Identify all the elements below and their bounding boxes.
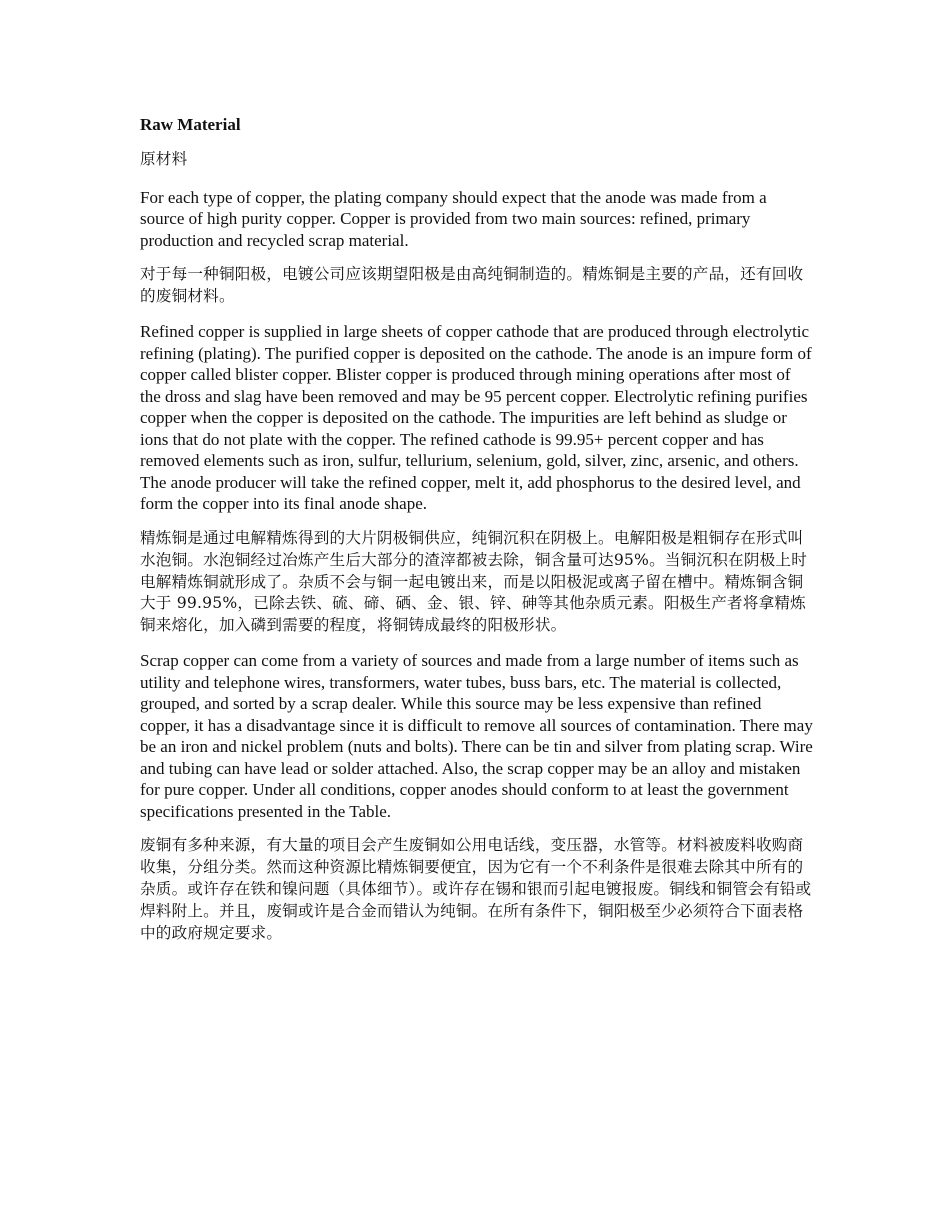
document-title-zh: 原材料 [140, 150, 188, 168]
paragraph-intro-zh: 对于每一种铜阳极，电镀公司应该期望阳极是由高纯铜制造的。精炼铜是主要的产品，还有回收的废铜材料。 [140, 265, 804, 306]
document-title: Raw Material [140, 115, 241, 134]
paragraph-refined-zh: 精炼铜是通过电解精炼得到的大片阴极铜供应，纯铜沉积在阴极上。电解阳极是粗铜存在形式叫水泡铜。水泡铜经过冶炼产生后大部分的渣滓都被去除，铜含量可达95%。当铜沉积在阴极上时电解精炼铜就形成了。杂质不会与铜一起电镀出来，而是以阳极泥或离子留在槽中。精炼铜含铜大于 99.95%，已除去铁、硫、碲、硒、金、银、锌、砷等其他杂质元素。阳极生产者将拿精炼铜来熔化，加入磷到需要的程度，将铜铸成最终的阳极形状。 [140, 528, 808, 635]
paragraph-scrap-en: Scrap copper can come from a variety of sources and made from a large number of items such as utility and telephone wires, transformers, water tubes, buss bars, etc. The material is collected, grouped, and sorted by a scrap dealer. While this source may be less expensive than refined copper, it has a disadvantage since it is difficult to remove all sources of contamination. There may be an iron and nickel problem (nuts and bolts). There can be tin and silver from plating scrap. Wire and tubing can have lead or solder attached. Also, the scrap copper may be an alloy and mistaken for pure copper. Under all conditions, copper anodes should conform to at least the government specifications presented in the Table. [140, 651, 813, 821]
paragraph-refined-en: Refined copper is supplied in large sheets of copper cathode that are produced through electrolytic refining (plating). The purified copper is deposited on the cathode. The anode is an impure form of copper called blister copper. Blister copper is produced through mining operations after most of the dross and slag have been removed and may be 95 percent copper. Electrolytic refining purifies copper when the copper is deposited on the cathode. The impurities are left behind as sludge or ions that do not plate with the copper. The refined cathode is 99.95+ percent copper and has removed elements such as iron, sulfur, tellurium, selenium, gold, silver, zinc, arsenic, and others. The anode producer will take the refined copper, melt it, add phosphorus to the desired level, and form the copper into its final anode shape. [140, 322, 812, 514]
document-page [140, 114, 815, 958]
paragraph-intro-en: For each type of copper, the plating company should expect that the anode was made from a source of high purity copper. Copper is provided from two main sources: refined, primary production and recycled scrap material. [140, 187, 767, 250]
paragraph-scrap-zh: 废铜有多种来源，有大量的项目会产生废铜如公用电话线，变压器，水管等。材料被废料收购商收集，分组分类。然而这种资源比精炼铜要便宜，因为它有一个不利条件是很难去除其中所有的杂质。或许存在铁和镍问题（具体细节）。或许存在锡和银而引起电镀报废。铜线和铜管会有铅或焊料附上。并且，废铜或许是合金而错认为纯铜。在所有条件下，铜阳极至少必须符合下面表格中的政府规定要求。 [140, 836, 812, 942]
